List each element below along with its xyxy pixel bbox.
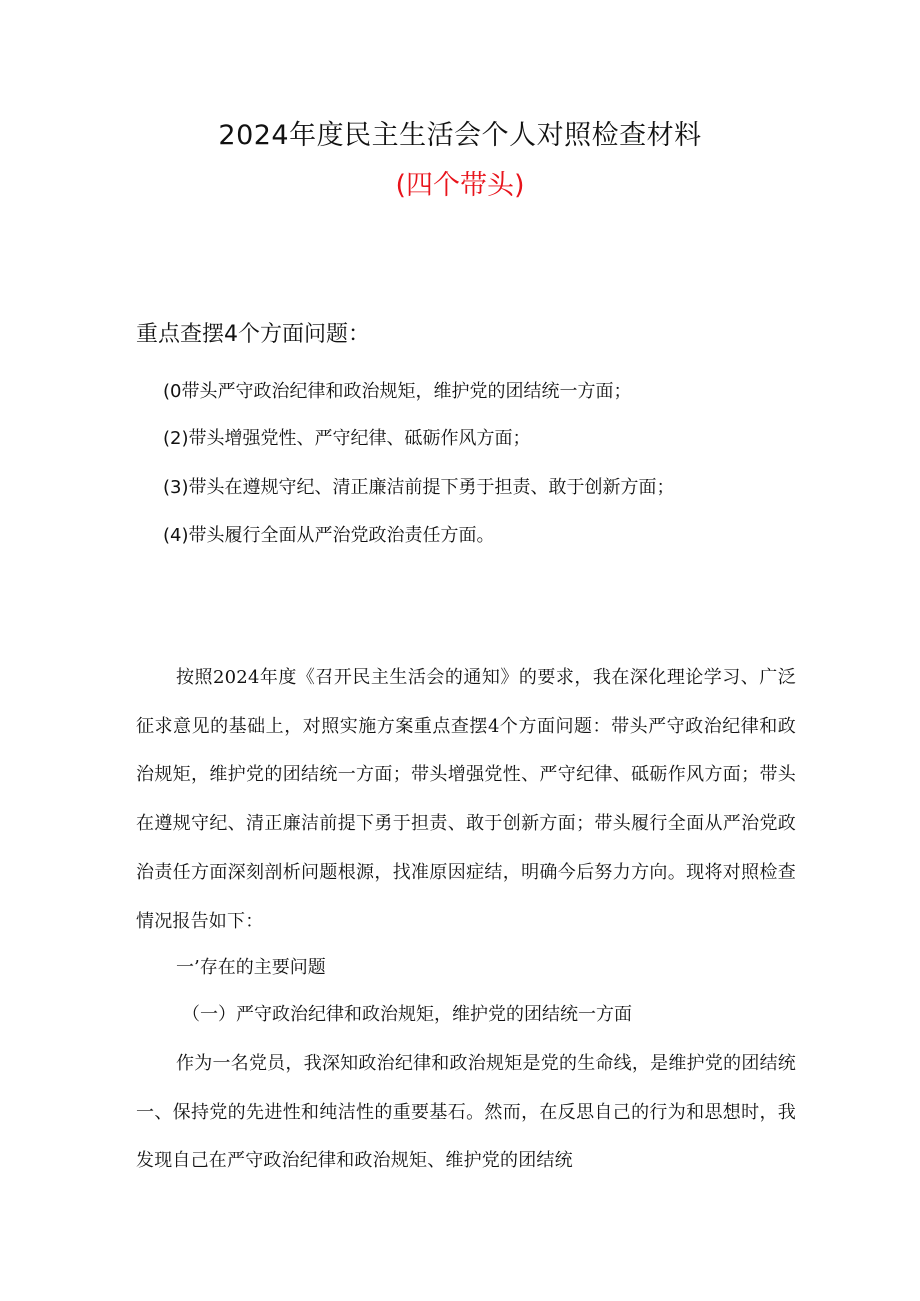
point-number: (2) [163,428,189,449]
point-text: 带头履行全面从严治党政治责任方面。 [188,525,495,546]
point-text: 带头在遵规守纪、清正廉洁前提下勇于担责、敢于创新方面； [188,477,675,498]
document-subtitle: (四个带头) [395,170,525,201]
point-text: 带头严守政治纪律和政治规矩，维护党的团结统一方面； [181,381,632,402]
point-number: (3) [163,477,189,498]
point-number: (0 [163,381,182,402]
point-number: (4) [163,525,189,546]
point-item [163,473,675,503]
section-one-title: 一’存在的主要问题 [176,957,326,978]
point-text: 带头增强党性、严守纪律、砥砺作风方面； [188,428,531,449]
document-title: 2024年度民主生活会个人对照检查材料 [218,120,702,151]
point-item [163,424,531,454]
section-heading: 重点查摆4个方面问题： [136,322,370,347]
subsection-one-title: （一）严守政治纪律和政治规矩，维护党的团结统一方面 [182,1004,632,1025]
intro-paragraph: 按照2024年度《召开民主生活会的通知》的要求，我在深化理论学习、广泛征求意见的基础上，对照实施方案重点查摆4个方面问题：带头严守政治纪律和政治规矩，维护党的团结统一方面；带头增强党性、严守纪律、砥砺作风方面；带头在遵规守纪、清正廉洁前提下勇于担责、敢于创新方面；带头履行全面从严治党政治责任方面深刻剖析问题根源，找准原因症结，明确今后努力方向。现将对照检查情况报告如下： [136,667,796,932]
point-item [163,521,495,551]
body-paragraph: 作为一名党员，我深知政治纪律和政治规矩是党的生命线，是维护党的团结统一、保持党的先进性和纯洁性的重要基石。然而，在反思自己的行为和思想时，我发现自己在严守政治纪律和政治规矩、维护党的团结统 [136,1053,796,1172]
point-item [163,377,631,407]
